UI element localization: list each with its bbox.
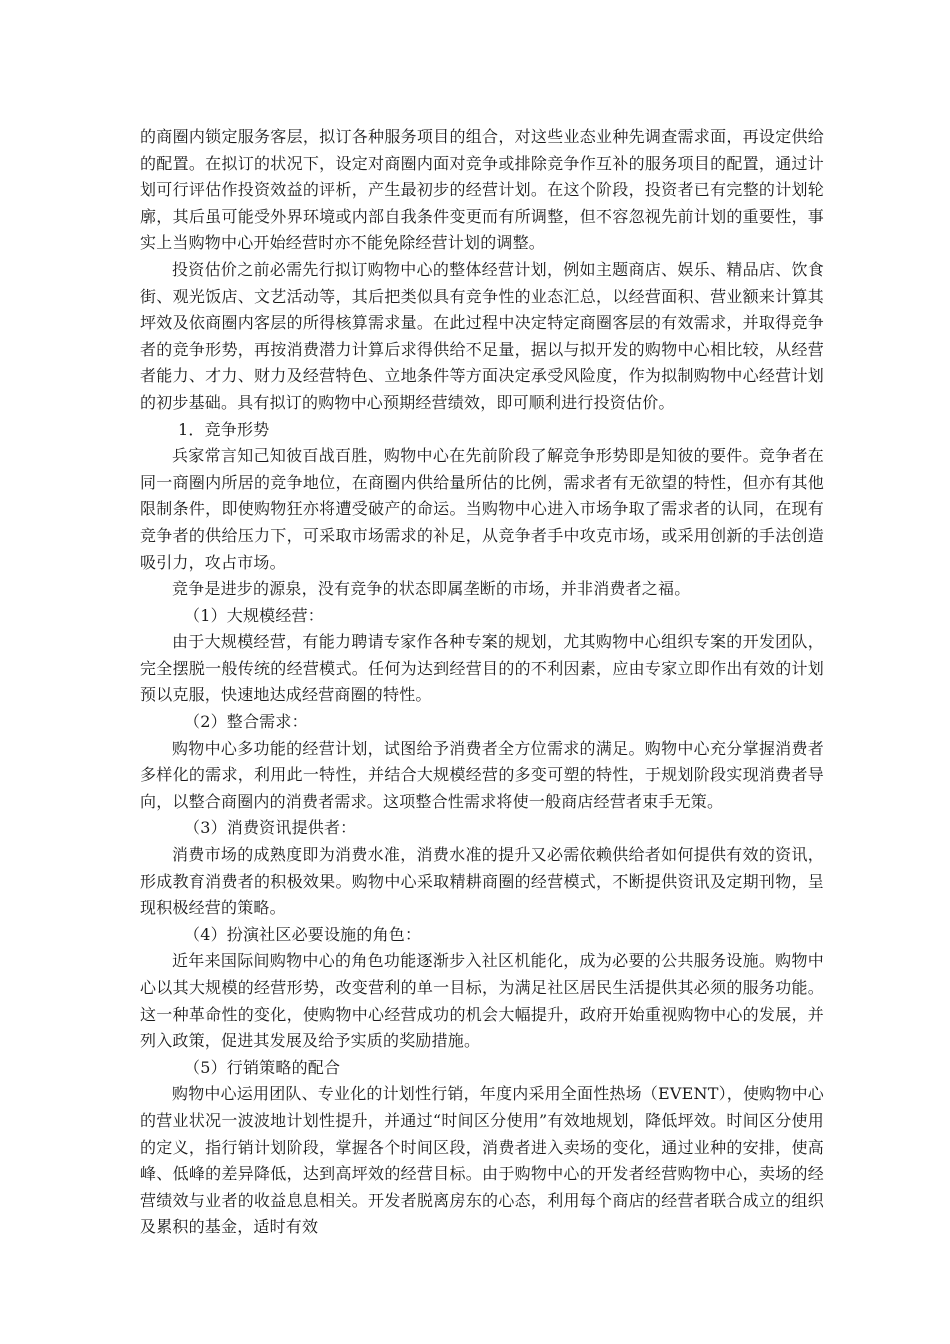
paragraph-competition-progress: 竞争是进步的源泉，没有竞争的状态即属垄断的市场，并非消费者之福。: [172, 579, 691, 599]
subheading-info-provider: （3）消费资讯提供者：: [184, 818, 357, 838]
subheading-large-scale: （1）大规模经营：: [184, 605, 324, 625]
paragraph-large-scale: 由于大规模经营，有能力聘请专家作各种专案的规划，尤其购物中心组织专案的开发团队，完全摆脱一般传统的经营模式。任何为达到经营目的的不利因素，应由专家立即作出有效的计划预以克服，快速地达成经营商圈的特性。: [140, 632, 824, 705]
subheading-community-facility: （4）扮演社区必要设施的角色：: [184, 924, 422, 944]
paragraph-info-provider: 消费市场的成熟度即为消费水准，消费水准的提升又必需依赖供给者如何提供有效的资讯，形成教育消费者的积极效果。购物中心采取精耕商圈的经营模式，不断提供资讯及定期刊物，呈现积极经营的策略。: [140, 845, 824, 918]
paragraph-investment-valuation: 投资估价之前必需先行拟订购物中心的整体经营计划，例如主题商店、娱乐、精品店、饮食街、观光饭店、文艺活动等，其后把类似具有竞争性的业态汇总，以经营面积、营业额来计算其坪效及依商圈内客层的所得核算需求量。在此过程中决定特定商圈客层的有效需求，并取得竞争者的竞争形势，再按消费潜力计算后求得供给不足量，据以与拟开发的购物中心相比较，从经营者能力、才力、财力及经营特色、立地条件等方面决定承受风险度，作为拟制购物中心经营计划的初步基础。具有拟订的购物中心预期经营绩效，即可顺利进行投资估价。: [140, 259, 824, 412]
subheading-integrate-demand: （2）整合需求：: [184, 712, 308, 732]
paragraph-marketing-strategy: 购物中心运用团队、专业化的计划性行销，年度内采用全面性热场（EVENT），使购物中心的营业状况一波波地计划性提升，并通过“时间区分使用”有效地规划，降低坪效。时间区分使用的定义，指行销计划阶段，掌握各个时间区段，消费者进入卖场的变化，通过业种的安排，使高峰、低峰的差异降低，达到高坪效的经营目标。由于购物中心的开发者经营购物中心，卖场的经营绩效与业者的收益息息相关。开发者脱离房东的心态，利用每个商店的经营者联合成立的组织及累积的基金，适时有效: [140, 1084, 824, 1237]
paragraph-integrate-demand: 购物中心多功能的经营计划，试图给予消费者全方位需求的满足。购物中心充分掌握消费者多样化的需求，利用此一特性，并结合大规模经营的多变可塑的特性，于规划阶段实现消费者导向，以整合商圈内的消费者需求。这项整合性需求将使一般商店经营者束手无策。: [140, 738, 824, 811]
paragraph-know-competitor: 兵家常言知己知彼百战百胜，购物中心在先前阶段了解竞争形势即是知彼的要件。竞争者在同一商圈内所居的竞争地位，在商圈内供给量所估的比例，需求者有无欲望的特性，但亦有其他限制条件，即使购物狂亦将遭受破产的命运。当购物中心进入市场争取了需求者的认同，在现有竞争者的供给压力下，可采取市场需求的补足，从竞争者手中攻克市场，或采用创新的手法创造吸引力，攻占市场。: [140, 446, 824, 572]
subheading-marketing-strategy: （5）行销策略的配合: [184, 1057, 341, 1077]
paragraph-continuation: 的商圈内锁定服务客层，拟订各种服务项目的组合，对这些业态业种先调查需求面，再设定供给的配置。在拟订的状况下，设定对商圈内面对竞争或排除竞争作互补的服务项目的配置，通过计划可行评估作投资效益的评析，产生最初步的经营计划。在这个阶段，投资者已有完整的计划轮廓，其后虽可能受外界环境或内部自我条件变更而有所调整，但不容忽视先前计划的重要性，事实上当购物中心开始经营时亦不能免除经营计划的调整。: [140, 127, 824, 253]
section-heading-competition: 1．竞争形势: [178, 419, 270, 439]
document-page: [140, 124, 824, 1241]
paragraph-community-facility: 近年来国际间购物中心的角色功能逐渐步入社区机能化，成为必要的公共服务设施。购物中心以其大规模的经营形势，改变营利的单一目标，为满足社区居民生活提供其必须的服务功能。这一种革命性的变化，使购物中心经营成功的机会大幅提升，政府开始重视购物中心的发展，并列入政策，促进其发展及给予实质的奖励措施。: [140, 951, 824, 1051]
